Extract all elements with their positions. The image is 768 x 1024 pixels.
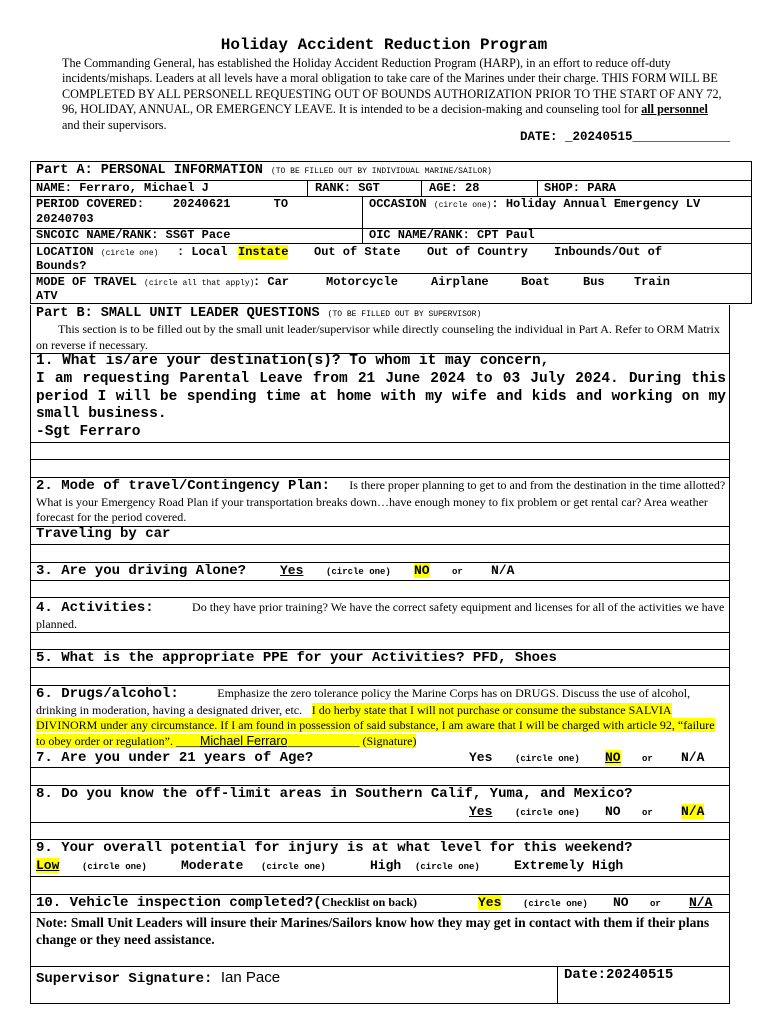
supervisor-signature-value[interactable]: Ian Pace xyxy=(220,969,281,986)
question-6: 6. Drugs/alcohol: xyxy=(36,686,179,702)
q10-option-na[interactable]: N/A xyxy=(689,895,713,910)
q3-option-yes[interactable]: Yes xyxy=(280,563,304,578)
travel-option-motorcycle[interactable]: Motorcycle xyxy=(326,275,399,289)
q8-circle-note: (circle one) xyxy=(515,808,580,818)
travel-option-airplane[interactable]: Airplane xyxy=(431,275,489,289)
question-6-sig-tail: ____________ (Signature) xyxy=(287,734,417,749)
location-option-inbounds[interactable]: Inbounds/Out of xyxy=(554,245,663,259)
q10-option-yes[interactable]: Yes xyxy=(478,895,502,910)
travel-option-car[interactable]: : Car xyxy=(253,275,290,289)
question-2-block xyxy=(36,478,726,526)
question-1: 1. What is/are your destination(s)? To whom it may concern, xyxy=(36,353,550,369)
supervisor-note: Note: Small Unit Leaders will insure their Marines/Sailors know how they may get in contact with them if their plans change or they need assistance. xyxy=(36,915,710,947)
location-option-cont: Bounds? xyxy=(36,259,87,273)
question-6-statement: I do herby state that I will not purchase or consume the substance SALVIA DIVINORM under any circumstance. If I am found in possession of said substance, I am aware that I will be charged with article 92, “failure to obey order or regulation”. ____ xyxy=(36,702,715,749)
q8-or: or xyxy=(642,808,653,818)
q3-option-na[interactable]: N/A xyxy=(491,563,515,578)
q10-circle-note: (circle one) xyxy=(523,899,588,909)
form-title: Holiday Accident Reduction Program xyxy=(220,36,548,54)
occasion-field[interactable]: OCCASION (circle one): Holiday Annual Emergency LV xyxy=(369,197,701,211)
period-to-value[interactable]: 20240703 xyxy=(36,212,94,226)
location-option-out-of-country[interactable]: Out of Country xyxy=(427,245,528,259)
q7-or: or xyxy=(642,754,653,764)
sncoic-field[interactable]: SNCOIC NAME/RANK: SSGT Pace xyxy=(36,228,231,242)
location-option-instate[interactable]: Instate xyxy=(238,245,289,259)
question-1-signature: -Sgt Ferraro xyxy=(36,424,141,440)
q10-or: or xyxy=(650,899,661,909)
q8-option-yes[interactable]: Yes xyxy=(469,804,493,819)
q10-option-no[interactable]: NO xyxy=(613,895,629,910)
intro-paragraph xyxy=(62,56,722,133)
q9-option-extremely-high[interactable]: Extremely High xyxy=(514,858,624,873)
q8-option-no[interactable]: NO xyxy=(605,804,621,819)
supervisor-date[interactable]: Date:20240515 xyxy=(564,967,674,983)
name-field[interactable]: NAME: Ferraro, Michael J xyxy=(36,181,209,195)
question-4-block xyxy=(36,599,726,632)
question-7: 7. Are you under 21 years of Age? xyxy=(36,750,314,766)
question-6-block xyxy=(36,686,726,750)
question-2-text: Is there proper planning to get to and from the destination in the time allotted? What is your Emergency Road Plan if your transportation breaks down…have enough money to fix problem or get rental car? Area weather forecast for the period covered. xyxy=(36,478,726,525)
question-8: 8. Do you know the off-limit areas in Southern Calif, Yuma, and Mexico? xyxy=(36,786,633,802)
q3-or: or xyxy=(452,567,463,577)
q9-option-high[interactable]: High xyxy=(370,858,402,873)
q7-circle-note: (circle one) xyxy=(515,754,580,764)
question-2: 2. Mode of travel/Contingency Plan: xyxy=(36,478,331,494)
supervisor-signature-label: Supervisor Signature: Ian Pace xyxy=(36,969,281,987)
q9-option-moderate[interactable]: Moderate xyxy=(181,858,244,873)
form-date: DATE: _20240515_____________ xyxy=(520,130,731,144)
q8-option-na[interactable]: N/A xyxy=(681,804,705,819)
intro-emphasis: all personnel xyxy=(641,102,708,117)
q9-circle-note-2: (circle one) xyxy=(261,862,326,872)
location-option-local[interactable]: : Local xyxy=(177,245,228,259)
part-b-instructions: This section is to be filled out by the small unit leader/supervisor while directly counseling the individual in Part A. Refer to ORM Matrix on reverse if necessary. xyxy=(36,322,720,352)
question-10: 10. Vehicle inspection completed?(Checklist on back) xyxy=(36,895,417,911)
q7-option-na[interactable]: N/A xyxy=(681,750,705,765)
q7-option-no[interactable]: NO xyxy=(605,750,621,765)
q9-circle-note-3: (circle one) xyxy=(415,862,480,872)
age-field[interactable]: AGE: 28 xyxy=(429,181,480,195)
intro-text-end: and their supervisors. xyxy=(62,117,167,132)
location-option-out-of-state[interactable]: Out of State xyxy=(314,245,401,259)
question-9: 9. Your overall potential for injury is at what level for this weekend? xyxy=(36,840,633,856)
question-6-text: Emphasize the zero tolerance policy the Marine Corps has on DRUGS. Discuss the use of alcohol, drinking in moderation, having a designated driver, etc. xyxy=(36,686,691,717)
intro-text: The Commanding General, has established the Holiday Accident Reduction Program (HARP), in an effort to reduce off-duty incidents/mishaps. Leaders at all levels have a moral obligation to take care of the Marines under their charge. THIS FORM WILL BE COMPLETED BY ALL PERSONELL REQUESTING OUT OF BOUNDS AUTHORIZATION PRIOR TO THE START OF ANY 72, 96, HOLIDAY, ANNUAL, OR EMERGENCY LEAVE. It is intended to be a decision-making and counseling tool for xyxy=(62,56,722,117)
part-a-table xyxy=(30,161,752,304)
question-4: 4. Activities: xyxy=(36,600,154,616)
part-a-heading: Part A: PERSONAL INFORMATION (TO BE FILLED OUT BY INDIVIDUAL MARINE/SAILOR) xyxy=(36,163,492,178)
location-label: LOCATION (circle one) xyxy=(36,245,159,259)
question-2-answer[interactable]: Traveling by car xyxy=(36,526,171,542)
part-b-table xyxy=(30,305,730,1004)
q9-circle-note-1: (circle one) xyxy=(82,862,147,872)
q9-option-low[interactable]: Low xyxy=(36,858,60,873)
q3-circle-note: (circle one) xyxy=(326,567,391,577)
travel-option-bus[interactable]: Bus xyxy=(583,275,605,289)
part-b-heading: Part B: SMALL UNIT LEADER QUESTIONS (TO BE FILLED OUT BY SUPERVISOR) xyxy=(36,306,482,321)
question-5: 5. What is the appropriate PPE for your Activities? PFD, Shoes xyxy=(36,650,557,666)
shop-field[interactable]: SHOP: PARA xyxy=(544,181,617,195)
travel-option-boat[interactable]: Boat xyxy=(521,275,550,289)
q3-option-no[interactable]: NO xyxy=(414,563,430,578)
travel-option-train[interactable]: Train xyxy=(634,275,671,289)
rank-field[interactable]: RANK: SGT xyxy=(315,181,380,195)
question-1-answer[interactable]: I am requesting Parental Leave from 21 June 2024 to 03 July 2024. During this period I will be spending time at home with my wife and kids and working on my small business. xyxy=(36,371,726,422)
question-4-text: Do they have prior training? We have the correct safety equipment and licenses for all of the activities we have planned. xyxy=(36,600,725,631)
question-6-signer[interactable]: Michael Ferraro xyxy=(199,734,288,749)
period-covered-field[interactable]: PERIOD COVERED: 20240621 TO xyxy=(36,197,289,211)
question-3: 3. Are you driving Alone? xyxy=(36,563,247,579)
q7-option-yes[interactable]: Yes xyxy=(469,750,493,765)
oic-field[interactable]: OIC NAME/RANK: CPT Paul xyxy=(369,228,535,242)
travel-label: MODE OF TRAVEL (circle all that apply) xyxy=(36,275,255,289)
travel-option-atv[interactable]: ATV xyxy=(36,289,58,303)
